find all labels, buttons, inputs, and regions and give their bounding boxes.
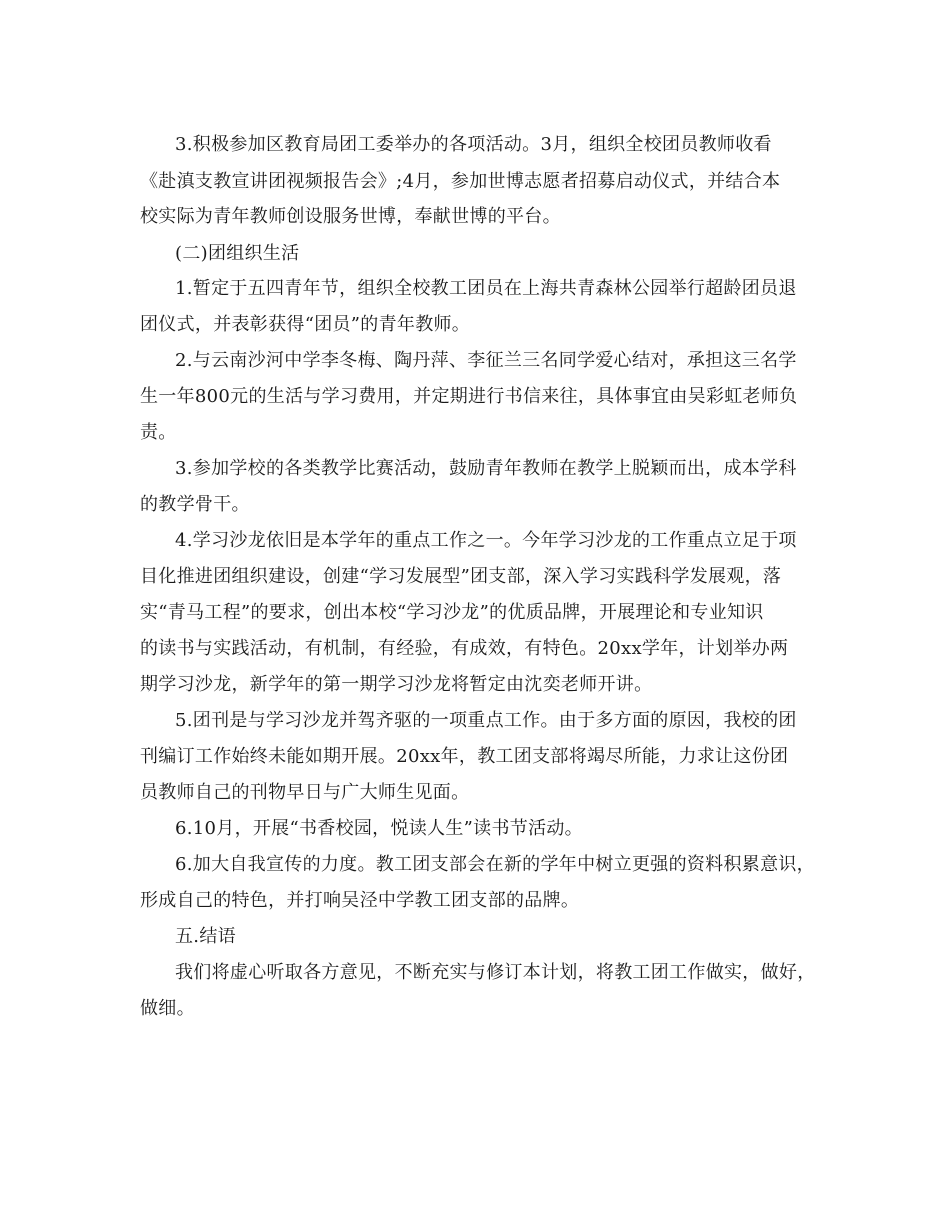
paragraph-line: 6.10月，开展“书香校园，悦读人生”读书节活动。 xyxy=(175,818,583,839)
paragraph-line: 实“青马工程”的要求，创出本校“学习沙龙”的优质品牌，开展理论和专业知识 xyxy=(140,602,764,623)
paragraph-line: 6.加大自我宣传的力度。教工团支部会在新的学年中树立更强的资料积累意识， xyxy=(175,854,815,875)
paragraph-line: 期学习沙龙，新学年的第一期学习沙龙将暂定由沈奕老师开讲。 xyxy=(140,674,653,695)
paragraph-line: 的读书与实践活动，有机制，有经验，有成效，有特色。20xx学年，计划举办两 xyxy=(140,638,789,659)
section-heading: 五.结语 xyxy=(175,926,236,947)
paragraph-line: 团仪式，并表彰获得“团员”的青年教师。 xyxy=(140,314,471,335)
section-heading: (二)团组织生活 xyxy=(175,243,300,264)
paragraph-line: 1.暂定于五四青年节，组织全校教工团员在上海共青森林公园举行超龄团员退 xyxy=(175,278,797,299)
paragraph-line: 《赴滇支教宣讲团视频报告会》;4月，参加世博志愿者招募启动仪式，并结合本 xyxy=(140,171,781,192)
paragraph-line: 的教学骨干。 xyxy=(140,494,250,515)
paragraph-line: 2.与云南沙河中学李冬梅、陶丹萍、李征兰三名同学爱心结对，承担这三名学 xyxy=(175,350,797,371)
paragraph-line: 我们将虚心听取各方意见，不断充实与修订本计划，将教工团工作做实，做好， xyxy=(175,962,816,983)
paragraph-line: 员教师自己的刊物早日与广大师生见面。 xyxy=(140,782,470,803)
paragraph-line: 刊编订工作始终未能如期开展。20xx年，教工团支部将竭尽所能，力求让这份团 xyxy=(140,746,789,767)
paragraph-line: 校实际为青年教师创设服务世博，奉献世博的平台。 xyxy=(140,206,561,227)
paragraph-line: 目化推进团组织建设，创建“学习发展型”团支部，深入学习实践科学发展观，落 xyxy=(140,566,782,587)
paragraph-line: 4.学习沙龙依旧是本学年的重点工作之一。今年学习沙龙的工作重点立足于项 xyxy=(175,530,797,551)
paragraph-line: 形成自己的特色，并打响吴泾中学教工团支部的品牌。 xyxy=(140,890,580,911)
paragraph-line: 3.参加学校的各类教学比赛活动，鼓励青年教师在教学上脱颖而出，成本学科 xyxy=(175,458,797,479)
paragraph-line: 生一年800元的生活与学习费用，并定期进行书信来往，具体事宜由吴彩虹老师负 xyxy=(140,386,798,407)
paragraph-line: 做细。 xyxy=(140,998,195,1019)
paragraph-line: 5.团刊是与学习沙龙并驾齐驱的一项重点工作。由于多方面的原因，我校的团 xyxy=(175,710,797,731)
paragraph-line: 3.积极参加区教育局团工委举办的各项活动。3月，组织全校团员教师收看 xyxy=(175,134,772,155)
paragraph-line: 责。 xyxy=(140,422,177,443)
